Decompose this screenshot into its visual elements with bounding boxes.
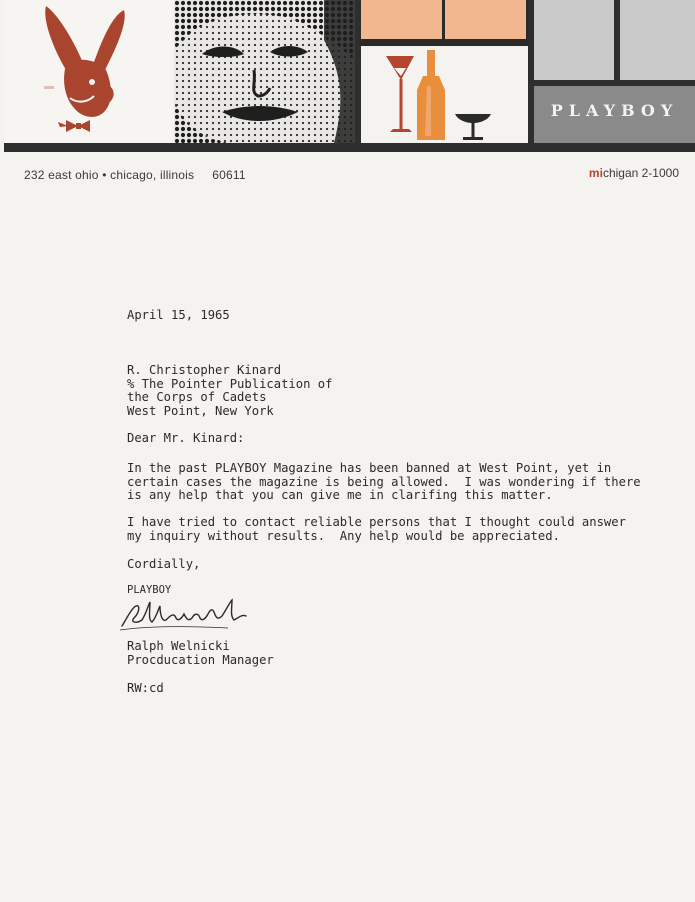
bottle-icon <box>417 50 445 140</box>
street-address: 232 east ohio • chicago, illinois <box>24 168 195 182</box>
rabbit-head-icon <box>4 0 171 143</box>
signer-title: Procducation Manager <box>127 652 274 667</box>
peach-tile <box>445 0 526 39</box>
salutation: Dear Mr. Kinard: <box>127 431 245 445</box>
champagne-glass-icon <box>455 114 491 140</box>
body-line: In the past PLAYBOY Magazine has been banned at West Point, yet in <box>127 461 612 475</box>
grey-tile <box>620 0 695 80</box>
cocktail-glass-icon <box>386 56 414 132</box>
body-line: is any help that you can give me in clarifing this matter. <box>127 488 553 502</box>
halftone-face-image <box>174 0 355 143</box>
recipient-line: the Corps of Cadets <box>127 390 267 404</box>
letterhead-address <box>24 168 246 182</box>
zip-code: 60611 <box>212 168 246 182</box>
letterhead-phone <box>589 166 679 180</box>
body-line: certain cases the magazine is being allowed. I was wondering if there <box>127 474 641 489</box>
body-line: my inquiry without results. Any help would be appreciated. <box>127 528 560 543</box>
signer-name: Ralph Welnicki <box>127 639 230 653</box>
recipient-address <box>127 364 332 418</box>
complimentary-close: Cordially, <box>127 557 201 571</box>
letterhead <box>4 0 695 152</box>
signature-block <box>127 640 274 667</box>
halftone-face-panel <box>174 0 355 143</box>
letterhead-rule <box>4 143 695 152</box>
handwritten-signature <box>118 596 258 634</box>
phone-exchange-prefix: mi <box>588 166 603 180</box>
phone-number: chigan 2-1000 <box>602 166 679 180</box>
body-line: I have tried to contact reliable persons that I thought could answer <box>127 515 626 529</box>
bunny-panel <box>4 0 171 143</box>
recipient-line: R. Christopher Kinard <box>127 363 282 377</box>
grey-tile <box>534 0 614 80</box>
brand-wordmark: PLAYBOY <box>550 101 679 120</box>
reference-initials: RW:cd <box>127 681 164 695</box>
body-paragraph-1 <box>127 462 641 503</box>
peach-tile <box>361 0 442 39</box>
letter-date: April 15, 1965 <box>127 308 230 322</box>
barware-background <box>361 46 528 143</box>
recipient-line: West Point, New York <box>127 403 274 418</box>
company-name: PLAYBOY <box>127 584 172 596</box>
body-paragraph-2 <box>127 516 626 543</box>
recipient-line: % The Pointer Publication of <box>127 376 333 391</box>
